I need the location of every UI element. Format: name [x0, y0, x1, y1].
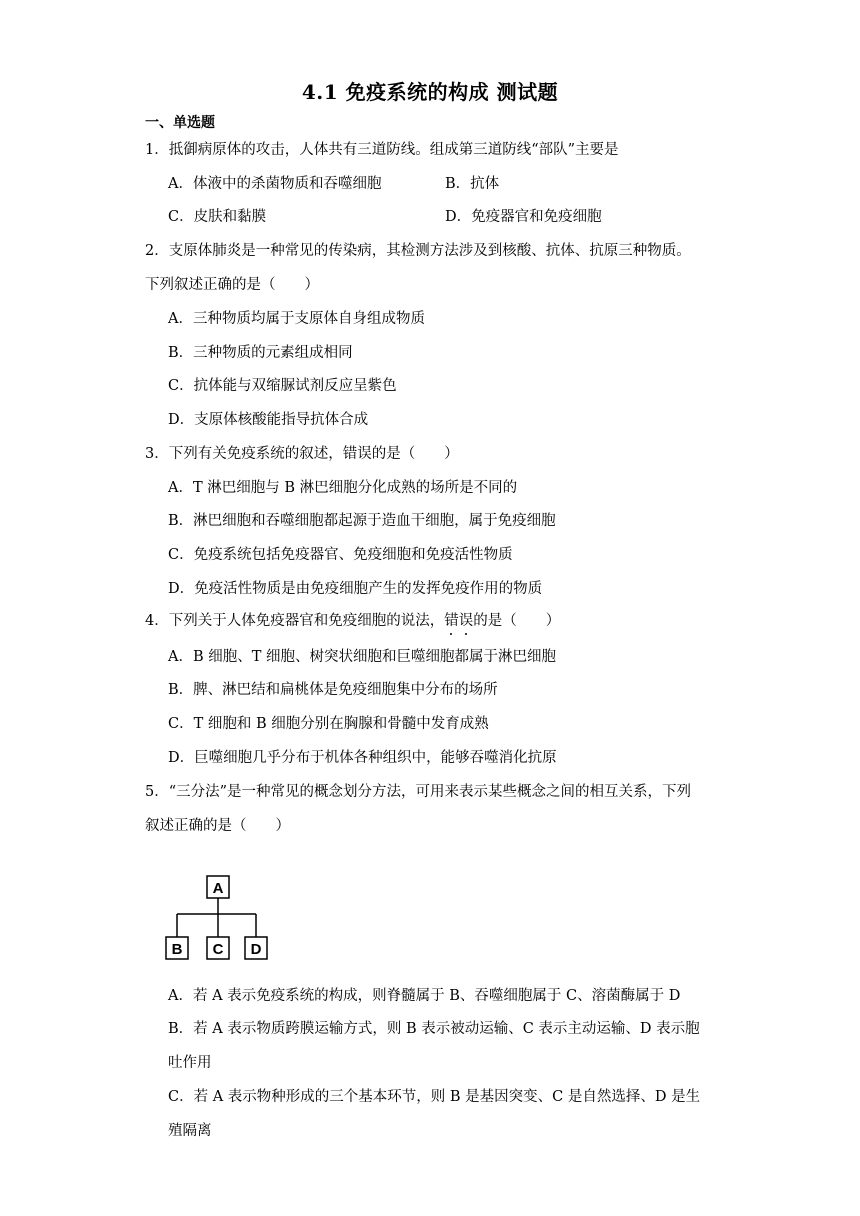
- question-1-option-a[interactable]: A．体液中的杀菌物质和吞噬细胞: [168, 176, 382, 192]
- emphasis-char-1: 错: [444, 613, 459, 629]
- question-1-option-c[interactable]: C．皮肤和黏膜: [168, 209, 267, 225]
- question-4-stem-post: 的是（ ）: [473, 613, 561, 629]
- question-4-stem-pre: 4．下列关于人体免疫器官和免疫细胞的说法，: [145, 613, 445, 629]
- question-5-option-b[interactable]: B．若 A 表示物质跨膜运输方式，则 B 表示被动运输、C 表示主动运输、D 表示胞: [168, 1021, 700, 1037]
- question-4-option-c[interactable]: C．T 细胞和 B 细胞分别在胸腺和骨髓中发育成熟: [168, 716, 489, 732]
- diagram-node-d: D: [250, 941, 262, 958]
- question-5-option-a[interactable]: A．若 A 表示免疫系统的构成，则脊髓属于 B、吞噬细胞属于 C、溶菌酶属于 D: [168, 988, 681, 1004]
- diagram-node-c: C: [212, 941, 224, 958]
- question-2-stem-line-2: 下列叙述正确的是（ ）: [145, 277, 319, 293]
- question-1-stem: 1．抵御病原体的攻击，人体共有三道防线。组成第三道防线“部队”主要是: [145, 142, 619, 158]
- question-3-option-d[interactable]: D．免疫活性物质是由免疫细胞产生的发挥免疫作用的物质: [168, 581, 543, 597]
- question-2-option-d[interactable]: D．支原体核酸能指导抗体合成: [168, 412, 369, 428]
- diagram-node-b: B: [171, 941, 183, 958]
- question-4-option-a[interactable]: A．B 细胞、T 细胞、树突状细胞和巨噬细胞都属于淋巴细胞: [168, 649, 557, 665]
- emphasis-char-2: 误: [458, 613, 474, 629]
- question-2-option-b[interactable]: B．三种物质的元素组成相同: [168, 345, 353, 361]
- question-2-option-a[interactable]: A．三种物质均属于支原体自身组成物质: [168, 311, 425, 327]
- question-5-option-b-cont: 吐作用: [168, 1055, 212, 1071]
- question-4-option-d[interactable]: D．巨噬细胞几乎分布于机体各种组织中，能够吞噬消化抗原: [168, 750, 557, 766]
- question-1-option-b[interactable]: B．抗体: [445, 176, 500, 192]
- section-heading: 一、单选题: [145, 115, 215, 131]
- question-5-stem-line-2: 叙述正确的是（ ）: [145, 818, 290, 834]
- question-5-option-c[interactable]: C．若 A 表示物种形成的三个基本环节，则 B 是基因突变、C 是自然选择、D 是生: [168, 1089, 701, 1105]
- question-5-stem-line-1: 5．“三分法”是一种常见的概念划分方法，可用来表示某些概念之间的相互关系，下列: [145, 784, 692, 800]
- hierarchy-diagram: [165, 874, 275, 960]
- question-4-stem: [145, 611, 560, 631]
- question-2-stem-line-1: 2．支原体肺炎是一种常见的传染病，其检测方法涉及到核酸、抗体、抗原三种物质。: [145, 243, 691, 259]
- question-3-option-a[interactable]: A．T 淋巴细胞与 B 淋巴细胞分化成熟的场所是不同的: [168, 480, 518, 496]
- question-3-option-b[interactable]: B．淋巴细胞和吞噬细胞都起源于造血干细胞，属于免疫细胞: [168, 513, 556, 529]
- question-3-option-c[interactable]: C．免疫系统包括免疫器官、免疫细胞和免疫活性物质: [168, 547, 513, 563]
- question-5-option-c-cont: 殖隔离: [168, 1123, 212, 1139]
- question-1-option-d[interactable]: D．免疫器官和免疫细胞: [445, 209, 602, 225]
- question-4-option-b[interactable]: B．脾、淋巴结和扁桃体是免疫细胞集中分布的场所: [168, 682, 498, 698]
- question-3-stem: 3．下列有关免疫系统的叙述，错误的是（ ）: [145, 446, 459, 462]
- diagram-node-a: A: [212, 880, 224, 897]
- question-2-option-c[interactable]: C．抗体能与双缩脲试剂反应呈紫色: [168, 378, 397, 394]
- page-title: 4.1 免疫系统的构成 测试题: [301, 80, 559, 104]
